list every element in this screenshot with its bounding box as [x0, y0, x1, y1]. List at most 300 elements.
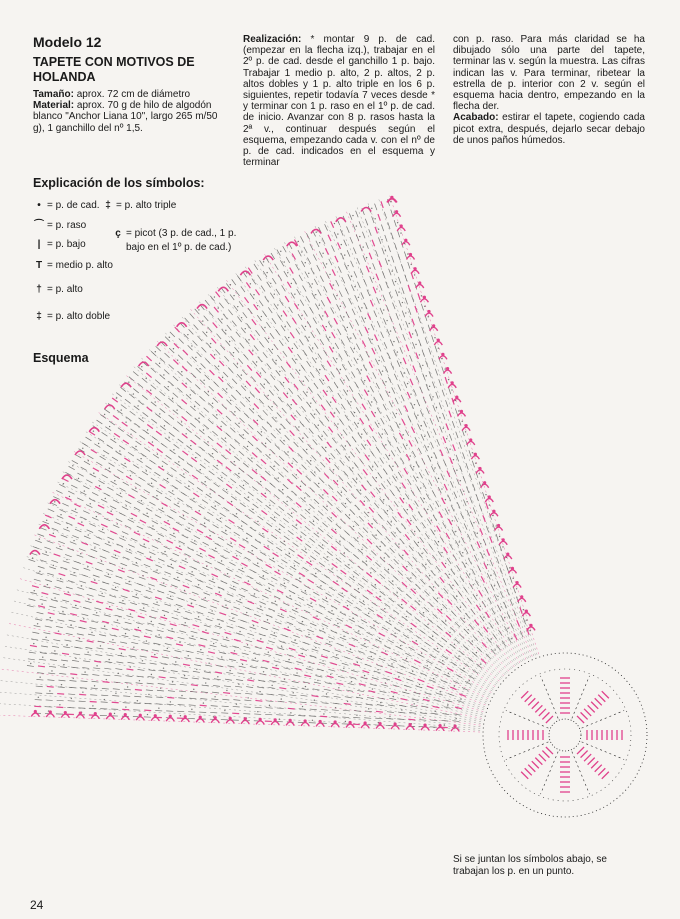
chart-chain-dot [190, 394, 191, 395]
chart-stitch [334, 232, 337, 238]
chart-stitch [398, 472, 402, 478]
chart-stitch [375, 204, 377, 211]
chart-stitch [232, 514, 238, 518]
chart-stitch [143, 412, 149, 416]
chart-stitch [175, 327, 180, 332]
chart-stitch [168, 630, 175, 632]
chart-chain-dot [32, 557, 33, 558]
chart-stitch [146, 356, 151, 361]
chart-chain-dot [191, 571, 192, 572]
chart-stitch [111, 589, 118, 591]
chart-stitch [343, 389, 347, 395]
chart-stitch [431, 713, 438, 714]
chart-stitch [146, 690, 153, 691]
chart-picot-dot [184, 715, 187, 718]
chart-stitch [40, 560, 47, 562]
chart-chain-dot [128, 381, 129, 382]
chart-stitch [206, 619, 213, 621]
chart-stitch [267, 694, 274, 695]
chart-stitch [165, 644, 172, 646]
chart-chain-dot [140, 458, 141, 459]
chart-stitch [178, 705, 185, 706]
chart-stitch [116, 393, 122, 397]
chart-picot-dot [427, 310, 430, 313]
chart-chain-dot [370, 572, 371, 573]
chart-stitch [104, 615, 111, 617]
chart-chain-dot [198, 584, 199, 585]
chart-stitch [186, 651, 193, 653]
chart-stitch [136, 683, 143, 684]
chart-chain-dot [373, 625, 374, 626]
chart-chain-dot [94, 547, 95, 548]
chart-chain-dot [322, 544, 323, 545]
chart-stitch [404, 685, 411, 687]
chart-picot-dot [244, 717, 247, 720]
chart-chain-dot [320, 585, 321, 586]
chart-stitch [390, 339, 393, 345]
chart-chain-dot [281, 646, 282, 647]
chart-stitch [131, 513, 137, 516]
chart-chain-dot [109, 468, 110, 469]
chart-stitch [121, 464, 127, 468]
chart-stitch [345, 582, 351, 586]
chart-stitch [126, 616, 133, 618]
chart-stitch [298, 250, 301, 256]
chart-stitch [380, 394, 383, 400]
chart-spoke [50, 491, 488, 699]
chart-chain-dot [221, 319, 222, 320]
chart-stitch [405, 405, 408, 411]
chart-stitch [214, 381, 219, 386]
chart-stitch [119, 446, 125, 450]
chart-stitch [36, 686, 43, 687]
chart-chain-dot [302, 438, 303, 439]
chart-stitch [458, 591, 462, 597]
chart-chain-dot [356, 225, 357, 226]
chart-stitch [411, 623, 417, 627]
symbol-treble: ‡ = p. alto doble [33, 311, 110, 323]
chart-stitch [422, 350, 424, 357]
chart-stitch [69, 687, 76, 688]
chart-chain-dot [185, 433, 186, 434]
chart-stitch [417, 486, 421, 492]
chart-stitch [108, 648, 115, 649]
chart-stitch [148, 676, 155, 677]
chart-stitch [205, 300, 209, 305]
chart-stitch [335, 256, 338, 262]
chart-stitch [35, 540, 42, 542]
chart-stitch [371, 324, 374, 330]
chart-picot-dot [364, 721, 367, 724]
chart-stitch [353, 333, 356, 339]
chart-stitch [354, 271, 357, 277]
chart-chain-dot [305, 590, 306, 591]
chart-chain-dot [373, 278, 374, 279]
chart-stitch [437, 626, 442, 631]
chart-chain-dot [268, 338, 269, 339]
chart-picot [376, 725, 384, 729]
chart-chain-dot [365, 318, 366, 319]
chart-stitch [427, 686, 434, 688]
chart-spoke [0, 715, 480, 732]
chart-stitch [363, 365, 366, 371]
chart-stitch [450, 481, 453, 487]
chart-stitch [298, 555, 304, 559]
chart-chain-dot [39, 571, 40, 572]
chart-stitch [351, 261, 354, 267]
chart-chain-dot [151, 621, 152, 622]
chart-stitch [197, 651, 204, 653]
chart-chain-dot [352, 215, 353, 216]
chart-stitch [180, 684, 187, 685]
chart-stitch [92, 517, 98, 520]
chart-chain-dot [391, 521, 392, 522]
chart-chain-dot [136, 594, 137, 595]
chart-stitch [157, 591, 164, 593]
chart-chain-dot [271, 685, 272, 686]
chart-picot-dot [404, 239, 407, 242]
chart-stitch [421, 304, 423, 311]
chart-stitch [378, 345, 381, 351]
chart-chain-dot [296, 672, 297, 673]
chart-stitch [215, 501, 221, 505]
chart-stitch [174, 578, 180, 581]
chart-chain-dot [221, 560, 222, 561]
chart-chain-dot [411, 628, 412, 629]
chart-stitch [363, 429, 367, 435]
chart-stitch [218, 659, 225, 661]
chart-chain-dot [358, 588, 359, 589]
chart-chain-dot [445, 563, 446, 564]
chart-chain-dot [168, 386, 169, 387]
chart-stitch [72, 568, 79, 570]
chart-stitch [235, 406, 240, 411]
chart-stitch [238, 358, 243, 363]
chart-stitch [429, 371, 431, 378]
chart-stitch [369, 229, 372, 236]
chart-stitch [292, 610, 298, 613]
chart-stitch [430, 504, 434, 510]
chart-stitch [51, 503, 57, 506]
chart-stitch [291, 642, 298, 644]
chart-stitch [392, 279, 394, 286]
chart-stitch [457, 700, 464, 702]
chart-chain-dot [417, 415, 418, 416]
chart-chain-dot [154, 654, 155, 655]
chart-stitch [245, 607, 252, 610]
chart-stitch [157, 630, 164, 632]
chart-stitch [473, 594, 477, 600]
chart-chain-dot [448, 510, 449, 511]
chart-stitch [112, 398, 118, 402]
chart-stitch [280, 584, 286, 587]
chart-chain-dot [424, 498, 425, 499]
chart-chain-dot [249, 397, 250, 398]
chart-stitch [442, 498, 445, 504]
chart-stitch [408, 719, 415, 720]
chart-stitch [446, 650, 452, 654]
chart-chain-dot [295, 359, 296, 360]
chart-chain-dot [135, 488, 136, 489]
chart-chain-dot [448, 379, 449, 380]
chart-stitch [355, 505, 360, 510]
chart-stitch [188, 573, 194, 576]
chart-chain-dot [87, 566, 88, 567]
chart-stitch [167, 704, 174, 705]
chart-stitch [354, 463, 358, 469]
chart-stitch [445, 573, 449, 579]
chart-chain-dot [424, 306, 425, 307]
chart-stitch [185, 611, 192, 613]
chart-stitch [132, 596, 139, 598]
chart-stitch [367, 440, 371, 446]
chart-chain-dot [406, 658, 407, 659]
chart-stitch [414, 413, 417, 419]
chart-stitch [78, 627, 85, 629]
chart-chain-dot [325, 447, 326, 448]
chart-picot-dot [453, 725, 456, 728]
chart-stitch [435, 369, 437, 376]
chart-stitch [238, 626, 245, 628]
chart-chain-dot [451, 389, 452, 390]
chart-chain-dot [383, 309, 384, 310]
chart-stitch [301, 365, 305, 371]
chart-stitch [453, 554, 457, 560]
chart-chain-dot [336, 358, 337, 359]
chart-spoke [110, 392, 497, 684]
chart-stitch [370, 276, 373, 282]
chart-stitch [84, 461, 90, 464]
chart-chain-dot [156, 495, 157, 496]
chart-stitch [274, 386, 278, 391]
chart-chain-dot [273, 466, 274, 467]
chart-stitch [424, 508, 428, 514]
chart-stitch [365, 455, 369, 461]
chart-chain-dot [200, 649, 201, 650]
chart-stitch [289, 695, 296, 696]
chart-stitch [321, 300, 324, 306]
chart-stitch [212, 431, 217, 436]
chart-stitch [351, 372, 355, 378]
chart-stitch [266, 565, 272, 568]
chart-picot-dot [94, 712, 97, 715]
chart-stitch [173, 553, 179, 556]
chart-stitch [220, 513, 226, 517]
chart-stitch [493, 547, 495, 554]
chart-stitch [293, 675, 300, 677]
chart-chain-dot [139, 680, 140, 681]
chart-stitch [104, 409, 110, 413]
chart-chain-dot [356, 478, 357, 479]
chart-stitch [280, 641, 287, 643]
material-value: aprox. 70 g de hilo de algodón blanco "Anchor Liana 10", largo 265 m/50 g), 1 ganchillo del nº 1,5. [33, 100, 218, 134]
chart-stitch [285, 435, 290, 440]
chart-stitch [169, 591, 176, 593]
chart-stitch [283, 668, 290, 670]
chart-stitch [380, 308, 383, 314]
chart-stitch [344, 703, 351, 704]
chart-stitch [59, 673, 66, 674]
chart-chain-dot [84, 490, 85, 491]
model-number: Modelo 12 [33, 34, 102, 50]
chart-stitch [418, 679, 425, 681]
chart-stitch [237, 673, 244, 674]
chart-chain-dot [427, 624, 428, 625]
chart-chain-dot [398, 543, 399, 544]
chart-stitch [107, 537, 113, 540]
chart-stitch [241, 286, 245, 292]
chart-chain-dot [143, 607, 144, 608]
chart-chain-dot [441, 488, 442, 489]
chart-chain-dot [354, 412, 355, 413]
chart-stitch [450, 457, 453, 463]
chart-chain-dot [394, 532, 395, 533]
chart-stitch [384, 646, 390, 649]
chart-chain-dot [371, 401, 372, 402]
chart-stitch [123, 703, 130, 704]
chart-stitch [131, 642, 138, 643]
chart-stitch [382, 271, 385, 278]
chart-chain-dot [39, 677, 40, 678]
chart-chain-dot [382, 370, 383, 371]
chart-stitch [257, 315, 261, 321]
star-arm-stitch [588, 705, 595, 712]
chart-stitch [33, 547, 40, 549]
chart-stitch [375, 639, 381, 642]
chart-stitch [353, 224, 356, 230]
chart-stitch [400, 539, 405, 544]
chart-stitch [385, 671, 392, 673]
chart-chain-dot [402, 555, 403, 556]
chart-chain-dot [284, 326, 285, 327]
chart-chain-dot [141, 366, 142, 367]
chart-stitch [61, 607, 68, 609]
chart-chain-dot [257, 521, 258, 522]
chart-stitch [367, 658, 374, 661]
chart-chain-dot [269, 505, 270, 506]
chart-chain-dot [400, 645, 401, 646]
chart-stitch [83, 486, 89, 489]
chart-stitch [356, 407, 360, 413]
chart-stitch [292, 681, 299, 682]
chart-stitch [338, 266, 341, 272]
chart-stitch [296, 629, 303, 632]
chart-chain-dot [259, 691, 260, 692]
chart-chain-dot [226, 388, 227, 389]
chart-stitch [277, 412, 282, 417]
chart-picot-dot [465, 424, 468, 427]
chart-stitch [78, 523, 84, 526]
chart-stitch [349, 213, 352, 219]
chart-chain-dot [443, 428, 444, 429]
chart-stitch [379, 633, 385, 636]
chart-stitch [103, 450, 109, 454]
chart-stitch [92, 492, 98, 495]
chart-chain-dot [410, 577, 411, 578]
chart-stitch [132, 564, 139, 567]
chart-stitch [462, 602, 466, 608]
chart-stitch [304, 433, 309, 438]
chart-chain-dot [343, 636, 344, 637]
chart-stitch [382, 380, 385, 386]
chart-stitch [385, 552, 390, 557]
chart-stitch [397, 360, 400, 366]
chart-stitch [312, 649, 319, 651]
chart-stitch [210, 645, 217, 647]
chart-stitch [133, 371, 138, 376]
chart-stitch [142, 603, 149, 605]
chart-stitch [204, 408, 209, 413]
chart-stitch [346, 375, 350, 381]
chart-stitch [358, 566, 363, 570]
chart-stitch [360, 354, 363, 360]
chart-stitch [353, 664, 360, 666]
chart-stitch [95, 486, 101, 489]
chart-rim-picot [157, 342, 167, 346]
chart-chain-dot [248, 339, 249, 340]
chart-stitch [265, 471, 270, 476]
chart-stitch [410, 465, 413, 471]
chart-stitch [265, 589, 271, 592]
chart-stitch [337, 643, 343, 646]
chart-chain-dot [368, 328, 369, 329]
chart-stitch [187, 463, 193, 467]
chart-stitch [191, 440, 196, 444]
chart-stitch [452, 721, 459, 722]
chart-stitch [217, 443, 222, 447]
chart-stitch [352, 638, 358, 641]
chart-chain-dot [291, 404, 292, 405]
chart-chain-dot [173, 533, 174, 534]
chart-chain-dot [463, 490, 464, 491]
chart-chain-dot [384, 557, 385, 558]
chart-stitch [424, 445, 427, 451]
chart-stitch [341, 404, 345, 410]
chart-stitch [232, 556, 238, 559]
chart-stitch [254, 404, 259, 409]
chart-chain-dot [437, 648, 438, 649]
chart-stitch [259, 602, 265, 605]
chart-chain-dot [229, 341, 230, 342]
chart-picot-dot [274, 718, 277, 721]
chart-stitch [277, 701, 284, 702]
single-crochet-icon: | [37, 239, 41, 250]
chart-chain-dot [347, 390, 348, 391]
chart-chain-dot [277, 304, 278, 305]
chart-chain-dot [225, 437, 226, 438]
chart-chain-dot [360, 489, 361, 490]
chart-stitch [211, 699, 218, 700]
chart-chain-dot [101, 593, 102, 594]
chart-stitch [373, 263, 376, 269]
chart-stitch [212, 692, 219, 693]
chart-stitch [240, 660, 247, 662]
chart-stitch [322, 325, 326, 331]
chart-chain-dot [47, 584, 48, 585]
chart-stitch [147, 484, 153, 488]
chart-stitch [482, 642, 487, 647]
chart-stitch [285, 661, 292, 663]
chart-stitch [94, 608, 101, 610]
chart-stitch [84, 654, 91, 655]
chart-stitch [390, 316, 393, 322]
chart-stitch [325, 416, 329, 422]
chart-chain-dot [129, 581, 130, 582]
chart-stitch [378, 514, 383, 519]
chart-chain-dot [429, 386, 430, 387]
chart-chain-dot [38, 697, 39, 698]
chart-stitch [373, 372, 376, 378]
